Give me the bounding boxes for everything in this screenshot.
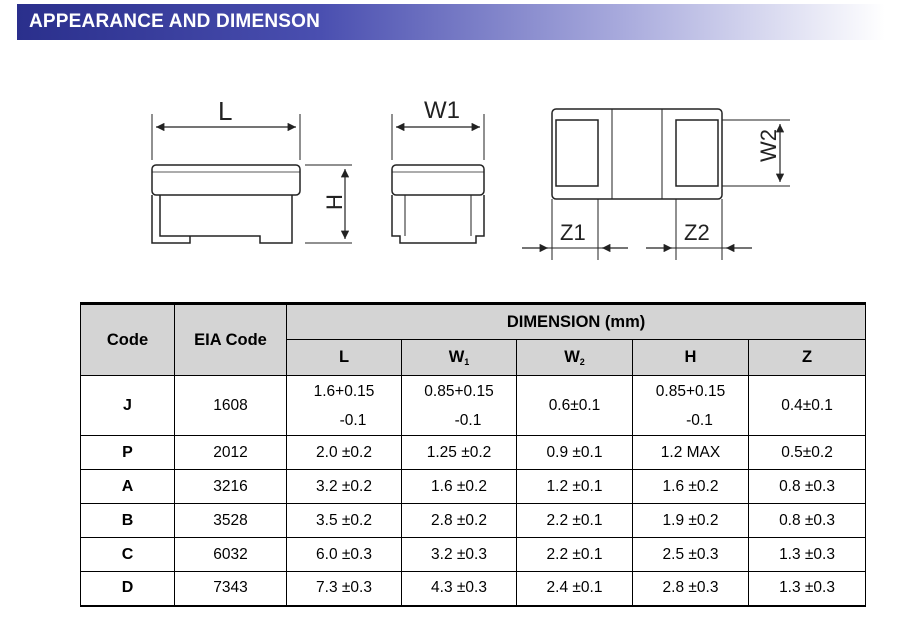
table-row [81,376,866,436]
cell-W2: 2.2 ±0.1 [517,538,633,572]
cell-eia: 2012 [175,436,287,470]
end-view-drawing [392,97,484,243]
cell-code: P [81,436,175,470]
cell-W1: 1.25 ±0.2 [402,436,517,470]
cell-H: 1.2 MAX [633,436,749,470]
cell-eia: 3216 [175,470,287,504]
cell-H: 2.8 ±0.3 [633,572,749,606]
cell-W2: 1.2 ±0.1 [517,470,633,504]
cell-eia: 1608 [175,376,287,436]
cell-code: J [81,376,175,436]
header-col-H: H [633,340,749,376]
cell-L: 7.3 ±0.3 [287,572,402,606]
cell-Z: 1.3 ±0.3 [749,538,866,572]
cell-code: D [81,572,175,606]
dimension-table [80,302,866,607]
cell-Z: 0.8 ±0.3 [749,504,866,538]
table-row [81,436,866,470]
cell-W1: 2.8 ±0.2 [402,504,517,538]
cell-W1: 3.2 ±0.3 [402,538,517,572]
cell-W1: 0.85+0.15 -0.1 [402,376,517,436]
header-code: Code [81,304,175,376]
cell-H: 1.9 ±0.2 [633,504,749,538]
label-Z1: Z1 [560,220,586,245]
table-row [81,504,866,538]
cell-W2: 2.4 ±0.1 [517,572,633,606]
section-title: APPEARANCE AND DIMENSON [29,11,321,32]
cell-eia: 6032 [175,538,287,572]
cell-H: 0.85+0.15 -0.1 [633,376,749,436]
label-Z2: Z2 [684,220,710,245]
header-dimension: DIMENSION (mm) [287,304,866,340]
cell-Z: 1.3 ±0.3 [749,572,866,606]
cell-L: 1.6+0.15 -0.1 [287,376,402,436]
cell-W2: 0.6±0.1 [517,376,633,436]
table-row [81,470,866,504]
cell-Z: 0.5±0.2 [749,436,866,470]
label-W2: W2 [756,129,781,162]
cell-W2: 2.2 ±0.1 [517,504,633,538]
cell-code: C [81,538,175,572]
cell-eia: 3528 [175,504,287,538]
header-col-Z: Z [749,340,866,376]
table-row [81,538,866,572]
header-col-L: L [287,340,402,376]
dimension-drawings [0,0,900,300]
cell-W1: 4.3 ±0.3 [402,572,517,606]
header-eia-code: EIA Code [175,304,287,376]
cell-L: 3.5 ±0.2 [287,504,402,538]
label-W1: W1 [424,97,460,124]
cell-Z: 0.8 ±0.3 [749,470,866,504]
cell-H: 2.5 ±0.3 [633,538,749,572]
bottom-view-drawing [522,109,790,260]
cell-L: 3.2 ±0.2 [287,470,402,504]
label-L: L [218,96,233,126]
cell-L: 6.0 ±0.3 [287,538,402,572]
label-H: H [322,194,347,210]
cell-W1: 1.6 ±0.2 [402,470,517,504]
cell-Z: 0.4±0.1 [749,376,866,436]
cell-W2: 0.9 ±0.1 [517,436,633,470]
header-col-W1: $W_1$ [402,340,517,376]
cell-H: 1.6 ±0.2 [633,470,749,504]
cell-code: A [81,470,175,504]
cell-L: 2.0 ±0.2 [287,436,402,470]
header-col-W2: $W_2$ [517,340,633,376]
table-row [81,572,866,606]
cell-eia: 7343 [175,572,287,606]
side-view-drawing [152,96,352,243]
cell-code: B [81,504,175,538]
